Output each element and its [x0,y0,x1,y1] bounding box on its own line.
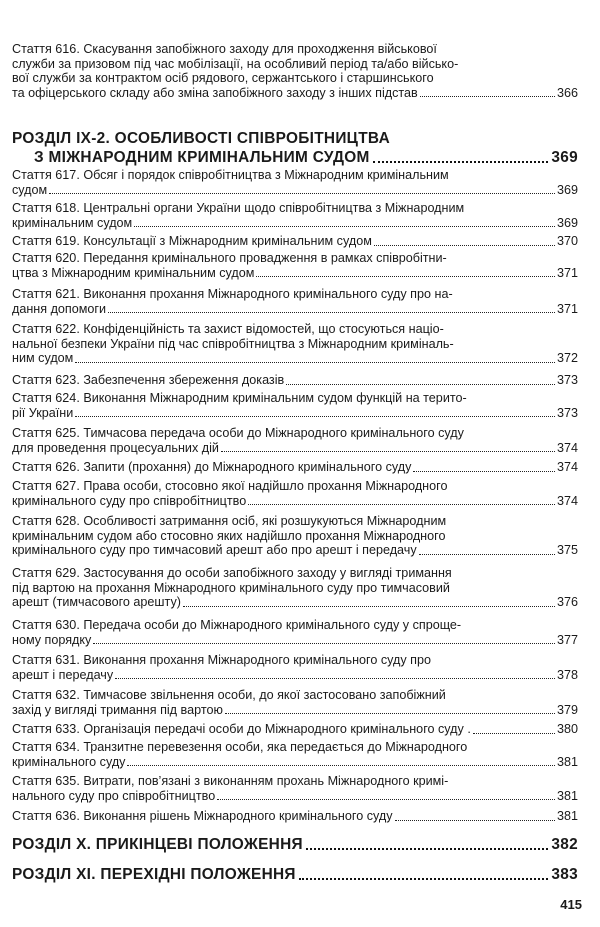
section-title-line: РОЗДІЛ XI. ПЕРЕХІДНІ ПОЛОЖЕННЯ [12,866,296,883]
toc-entry-619 [12,234,578,249]
toc-entry-622 [12,322,578,366]
section-last-line [12,835,578,854]
entry-last-line [12,789,578,804]
entry-line: Стаття 617. Обсяг і порядок співробітництва з Міжнародним кримінальним [12,168,449,182]
leader-dots [93,633,555,645]
toc-entry-631 [12,653,578,682]
section-last-line [12,865,578,884]
entry-last-line [12,460,578,475]
entry-line: цтва з Міжнародним кримінальним судом [12,265,255,280]
section-last-line [12,148,578,167]
entry-line: та офіцерського складу або зміна запобіжного заходу з інших підстав [12,85,418,100]
entry-line: Стаття 627. Права особи, стосовно якої надійшло прохання Міжнародного [12,479,448,493]
page-ref: 380 [556,722,578,736]
entry-last-line [12,809,578,824]
leader-dots [49,183,555,195]
entry-line: нального суду про співробітництво [12,788,216,803]
entry-line: для проведення процесуальних дій [12,440,219,455]
entry-last-line [12,722,578,737]
entry-line: кримінального суду про тимчасовий арешт або про арешт і передачу [12,543,417,558]
entry-line: Стаття 616. Скасування запобіжного заходу для проходження військової [12,42,437,56]
page-ref: 373 [556,373,578,387]
leader-dots [286,373,555,385]
page-ref: 381 [556,809,578,823]
toc-section-xi [12,865,578,884]
entry-line: рії України [12,405,74,420]
toc-entry-636 [12,809,578,824]
entry-last-line [12,543,578,558]
entry-last-line [12,234,578,249]
toc-entry-626 [12,460,578,475]
page-ref: 378 [556,667,578,682]
section-title-line: З МІЖНАРОДНИМ КРИМІНАЛЬНИМ СУДОМ [34,149,370,166]
leader-dots [127,755,555,767]
toc-entry-618 [12,201,578,230]
leader-dots [248,494,555,506]
leader-dots [374,234,555,246]
entry-line: дання допомоги [12,301,107,316]
entry-line: арешт і передачу [12,667,114,682]
leader-dots [225,703,555,715]
leader-dots [306,835,549,850]
page-ref: 375 [556,543,578,558]
page-ref: 371 [556,301,578,316]
leader-dots [420,86,555,98]
toc-entry-630 [12,618,578,647]
toc-entry-627 [12,479,578,508]
leader-dots [108,302,555,314]
entry-last-line [12,373,578,388]
entry-line: Стаття 625. Тимчасова передача особи до Міжнародного кримінального суду [12,426,464,440]
toc-entry-629 [12,566,578,610]
entry-last-line [12,86,578,101]
entry-line: нальної безпеки України під час співробітництва з Міжнародним криміналь- [12,336,454,351]
page-ref: 376 [556,595,578,610]
leader-dots [217,789,555,801]
entry-line: Стаття 634. Транзитне перевезення особи, яка передається до Міжнародного [12,740,468,754]
toc-entry-628 [12,514,578,558]
entry-line: ним судом [12,351,74,366]
page-ref: 374 [556,493,578,508]
leader-dots [299,865,549,880]
entry-line: ному порядку [12,632,92,647]
leader-dots [473,722,555,734]
page-ref: 374 [556,460,578,474]
entry-last-line [12,351,578,366]
toc-entry-620 [12,251,578,280]
entry-line: Стаття 619. Консультації з Міжнародним кримінальним судом [12,234,372,248]
entry-line: Стаття 630. Передача особи до Міжнародного кримінального суду у спроще- [12,618,462,632]
entry-line: Стаття 626. Запити (прохання) до Міжнародного кримінального суду [12,460,412,474]
entry-line: вої служби за контрактом осіб рядового, сержантського і старшинського [12,71,434,86]
entry-last-line [12,183,578,198]
page-ref: 372 [556,351,578,366]
page-ref: 381 [556,788,578,803]
leader-dots [395,809,555,821]
leader-dots [221,441,555,453]
toc-section-ix-2 [12,129,578,167]
leader-dots [373,148,549,163]
entry-line: Стаття 633. Організація передачі особи до Міжнародного кримінального суду . [12,722,471,736]
entry-last-line [12,302,578,317]
toc-entry-632 [12,688,578,717]
entry-line: служби за призовом під час мобілізації, на особливий період та/або військо- [12,56,459,71]
entry-line: захід у вигляді тримання під вартою [12,702,223,717]
toc-entry-617 [12,168,578,197]
entry-line: Стаття 636. Виконання рішень Міжнародного кримінального суду [12,809,393,823]
entry-line: під вартою на прохання Міжнародного кримінального суду про тимчасовий [12,580,450,595]
entry-line: Стаття 628. Особливості затримання осіб, які розшукуються Міжнародним [12,514,447,528]
entry-line: Стаття 632. Тимчасове звільнення особи, до якої застосовано запобіжний [12,688,446,702]
leader-dots [183,595,555,607]
page-ref: 366 [556,85,578,100]
entry-line: кримінальним судом [12,215,133,230]
toc-entry-621 [12,287,578,316]
page-ref: 379 [556,702,578,717]
entry-line: Стаття 622. Конфіденційність та захист відомостей, що стосуються націо- [12,322,444,336]
page-ref: 373 [556,405,578,420]
page-ref: 369 [551,149,578,166]
leader-dots [134,216,555,228]
entry-last-line [12,441,578,456]
page-ref: 383 [551,866,578,883]
entry-line: Стаття 631. Виконання прохання Міжнародного кримінального суду про [12,653,431,667]
entry-line: Стаття 620. Передання кримінального провадження в рамках співробітни- [12,251,447,265]
entry-line: Стаття 624. Виконання Міжнародним кримінальним судом функцій на терито- [12,391,467,405]
entry-last-line [12,703,578,718]
entry-last-line [12,633,578,648]
toc-entry-634 [12,740,578,769]
entry-line: Стаття 635. Витрати, пов’язані з виконанням прохань Міжнародного кримі- [12,774,449,788]
page-ref: 369 [556,215,578,230]
entry-line: судом [12,182,48,197]
entry-line: Стаття 618. Центральні органи України щодо співробітництва з Міжнародним [12,201,465,215]
entry-last-line [12,216,578,231]
entry-line: кримінального суду [12,754,126,769]
section-title-line: РОЗДІЛ IX-2. ОСОБЛИВОСТІ СПІВРОБІТНИЦТВА [12,130,390,147]
page-ref: 381 [556,754,578,769]
entry-line: Стаття 623. Забезпечення збереження доказів [12,373,285,387]
entry-last-line [12,668,578,683]
toc-entry-624 [12,391,578,420]
page-ref: 369 [556,182,578,197]
entry-line: Стаття 629. Застосування до особи запобіжного заходу у вигляді тримання [12,566,452,580]
leader-dots [413,460,555,472]
section-title-line: РОЗДІЛ X. ПРИКІНЦЕВІ ПОЛОЖЕННЯ [12,836,303,853]
page-ref: 377 [556,632,578,647]
entry-last-line [12,406,578,421]
toc-entry-633 [12,722,578,737]
leader-dots [75,351,555,363]
entry-last-line [12,755,578,770]
entry-line: арешт (тимчасового арешту) [12,595,181,610]
entry-line: кримінальним судом або стосовно яких надійшло прохання Міжнародного [12,528,446,543]
toc-entry-625 [12,426,578,455]
toc-section-x [12,835,578,854]
page-ref: 374 [556,440,578,455]
toc-entry-635 [12,774,578,803]
leader-dots [419,543,555,555]
toc-entry-623 [12,373,578,388]
entry-last-line [12,494,578,509]
entry-last-line [12,595,578,610]
page-number: 415 [560,897,582,912]
leader-dots [75,406,555,418]
page-ref: 382 [551,836,578,853]
toc-entry-616 [12,42,578,100]
leader-dots [256,266,555,278]
entry-last-line [12,266,578,281]
page-ref: 371 [556,265,578,280]
page-ref: 370 [556,234,578,248]
entry-line: Стаття 621. Виконання прохання Міжнародного кримінального суду про на- [12,287,453,301]
entry-line: кримінального суду про співробітництво [12,493,247,508]
leader-dots [115,668,555,680]
